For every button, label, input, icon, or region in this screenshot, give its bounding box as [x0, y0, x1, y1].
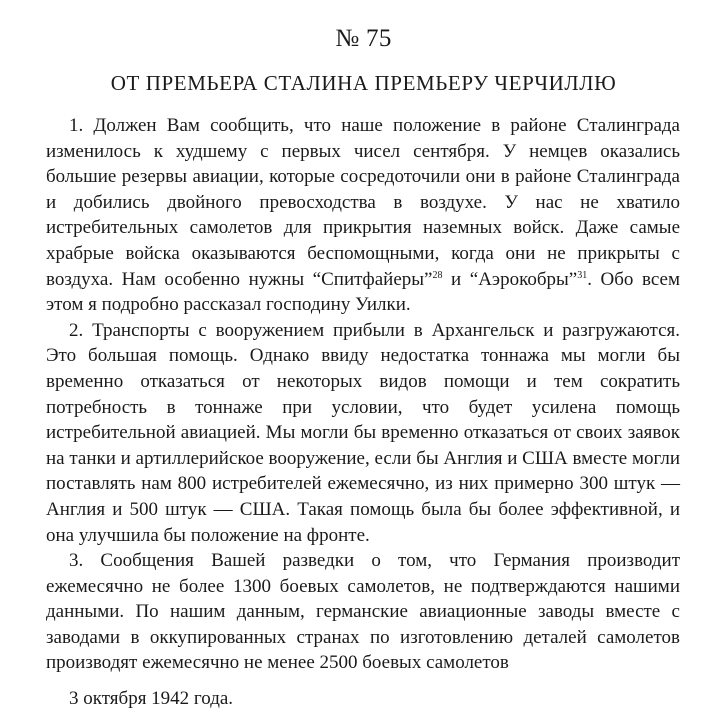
paragraph-1-text-b: и “Аэрокобры” [442, 268, 578, 290]
document-title: ОТ ПРЕМЬЕРА СТАЛИНА ПРЕМЬЕРУ ЧЕРЧИЛЛЮ [110, 71, 617, 95]
footnote-ref-31: 31 [577, 269, 588, 281]
letter-body [46, 113, 680, 676]
footnote-ref-28: 28 [432, 269, 443, 281]
paragraph-1-text-a: 1. Должен Вам сообщить, что наше положение в районе Сталинграда изменилось к худшему с первых чисел сентября. У немцев оказались большие резервы авиации, которые сосредоточили они в районе Сталинграда и добились двойного превосходства в воздухе. У нас не хватило истребительных самолетов для прикрытия наземных войск. Даже самые храбрые войска оказываются беспомощными, когда они не прикрыты с воздуха. Нам особенно нужны “Спитфайеры” [46, 115, 680, 290]
document-date: 3 октября 1942 года. [69, 688, 234, 709]
paragraph-1-text-c: . Обо всем этом я подробно рассказал господину Уилки. [46, 268, 680, 316]
paragraph-1 [46, 113, 680, 318]
document-number: № 75 [335, 25, 392, 52]
paragraph-3: 3. Сообщения Вашей разведки о том, что Германия производит ежемесячно не более 1300 боевых самолетов, не подтверждаются нашими данными. По нашим данным, германские авиационные заводы вместе с заводами в оккупированных странах по изготовлению деталей самолетов производят ежемесячно не менее 2500 боевых самолетов [46, 550, 680, 674]
paragraph-2: 2. Транспорты с вооружением прибыли в Архангельск и разгружаются. Это большая помощь. Однако ввиду недостатка тоннажа мы могли бы временно отказаться от некоторых видов помощи и тем сократить потребность в тоннаже при условии, что будет усилена помощь истребительной авиацией. Мы могли бы временно отказаться от своих заявок на танки и артиллерийское вооружение, если бы Англия и США вместе могли поставлять нам 800 истребителей ежемесячно, из них примерно 300 штук — Англия и 500 штук — США. Такая помощь была бы более эффективной, и она улучшила бы положение на фронте. [46, 319, 680, 546]
